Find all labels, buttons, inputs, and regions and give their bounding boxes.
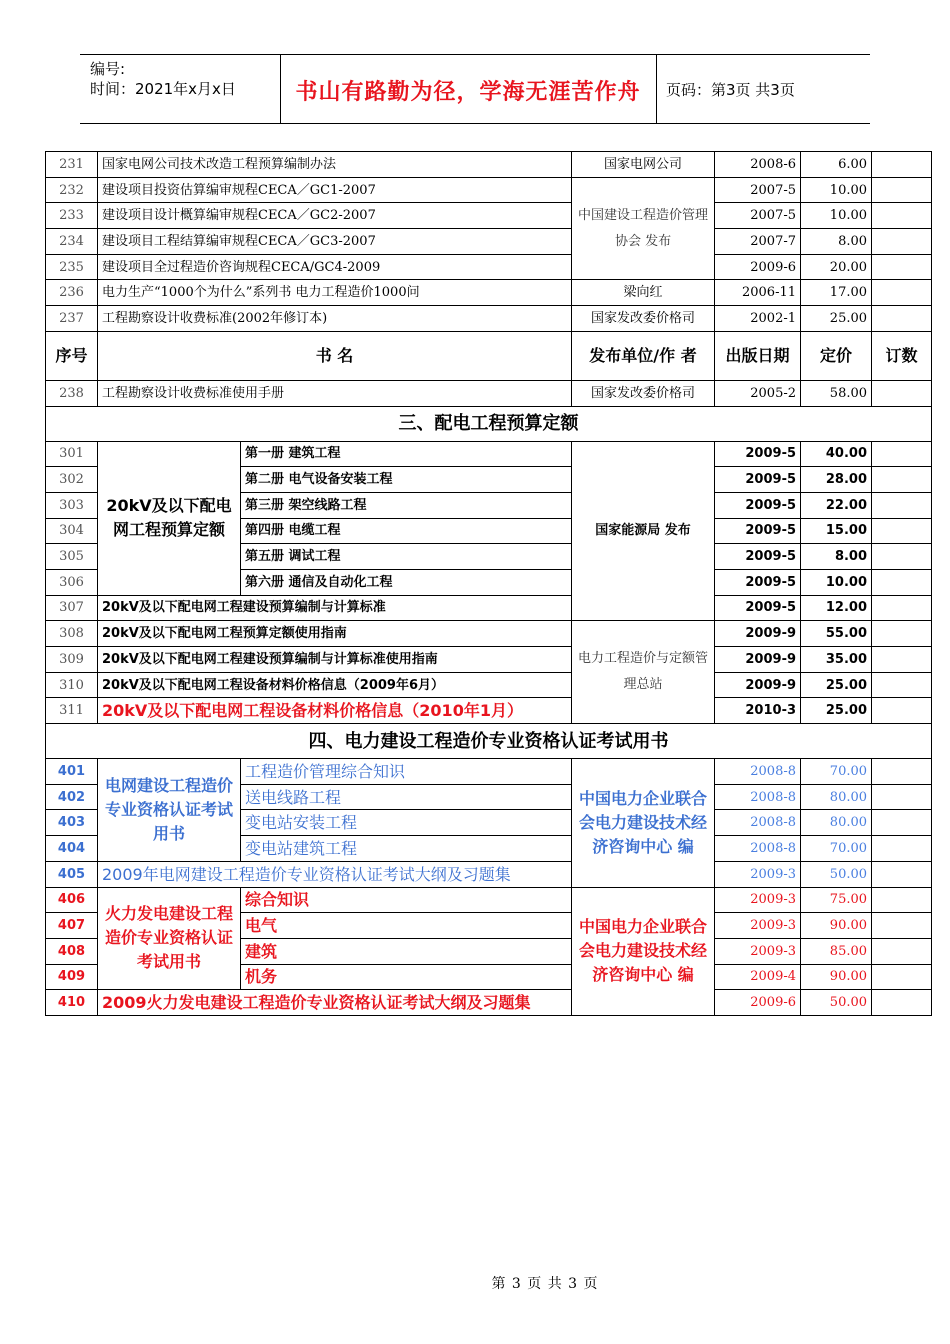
section-title: 三、配电工程预算定额: [46, 406, 932, 441]
row-number: 302: [46, 467, 98, 493]
order-count: [872, 229, 932, 255]
row-number: 238: [46, 380, 98, 406]
row-number: 303: [46, 492, 98, 518]
order-count: [872, 306, 932, 332]
publish-date: 2009-6: [715, 990, 801, 1016]
book-title: 机务: [241, 964, 572, 990]
book-title: 20kV及以下配电网工程建设预算编制与计算标准使用指南: [98, 647, 572, 673]
table-row: [46, 254, 932, 280]
table-row: [46, 698, 932, 724]
book-title: 综合知识: [241, 887, 572, 913]
price: 22.00: [801, 492, 872, 518]
publisher-cell: 电力工程造价与定额管理总站: [572, 621, 715, 724]
page-footer: 第 3 页 共 3 页: [491, 1276, 599, 1292]
price: 70.00: [801, 759, 872, 785]
table-row: [46, 306, 932, 332]
publisher-cell: 中国电力企业联合会电力建设技术经济咨询中心 编: [572, 759, 715, 887]
book-title: 电力生产“1000个为什么”系列书 电力工程造价1000问: [98, 280, 572, 306]
publisher-cell: 国家发改委价格司: [572, 380, 715, 406]
row-number: 408: [46, 938, 98, 964]
header-page-label: 页码：第3页 共3页: [666, 81, 795, 99]
publish-date: 2009-3: [715, 861, 801, 887]
price: 8.00: [801, 229, 872, 255]
order-count: [872, 152, 932, 178]
header-divider: [656, 55, 657, 123]
book-title: 第五册 调试工程: [241, 544, 572, 570]
order-count: [872, 595, 932, 621]
publisher-cell: 国家发改委价格司: [572, 306, 715, 332]
order-count: [872, 203, 932, 229]
header-title: 书 名: [98, 331, 572, 380]
order-count: [872, 177, 932, 203]
book-title: 建设项目设计概算编审规程CECA／GC2-2007: [98, 203, 572, 229]
book-title: 第三册 架空线路工程: [241, 492, 572, 518]
header-date: 出版日期: [715, 331, 801, 380]
table-row: [46, 621, 932, 647]
price: 90.00: [801, 913, 872, 939]
group-label: 20kV及以下配电网工程预算定额: [98, 441, 241, 595]
order-count: [872, 254, 932, 280]
order-count: [872, 810, 932, 836]
header-no: 序号: [46, 331, 98, 380]
price: 50.00: [801, 861, 872, 887]
book-list-table: [45, 151, 932, 1016]
table-row: [46, 861, 932, 887]
price: 55.00: [801, 621, 872, 647]
order-count: [872, 467, 932, 493]
header-meta: [90, 59, 236, 99]
row-number: 409: [46, 964, 98, 990]
price: 58.00: [801, 380, 872, 406]
row-number: 231: [46, 152, 98, 178]
row-number: 309: [46, 647, 98, 673]
order-count: [872, 759, 932, 785]
publish-date: 2008-8: [715, 784, 801, 810]
table-row: [46, 759, 932, 785]
row-number: 232: [46, 177, 98, 203]
row-number: 405: [46, 861, 98, 887]
price: 40.00: [801, 441, 872, 467]
order-count: [872, 964, 932, 990]
price: 20.00: [801, 254, 872, 280]
book-title: 20kV及以下配电网工程预算定额使用指南: [98, 621, 572, 647]
table-row: [46, 441, 932, 467]
table-row: [46, 152, 932, 178]
price: 80.00: [801, 784, 872, 810]
price: 8.00: [801, 544, 872, 570]
row-number: 236: [46, 280, 98, 306]
order-count: [872, 836, 932, 862]
publish-date: 2009-5: [715, 544, 801, 570]
order-count: [872, 492, 932, 518]
publish-date: 2009-5: [715, 569, 801, 595]
price: 10.00: [801, 203, 872, 229]
order-count: [872, 441, 932, 467]
price: 17.00: [801, 280, 872, 306]
price: 85.00: [801, 938, 872, 964]
publish-date: 2009-3: [715, 913, 801, 939]
price: 6.00: [801, 152, 872, 178]
book-title: 2009火力发电建设工程造价专业资格认证考试大纲及习题集: [98, 990, 572, 1016]
publish-date: 2009-4: [715, 964, 801, 990]
book-title: 20kV及以下配电网工程设备材料价格信息（2010年1月）: [98, 698, 572, 724]
section-title: 四、电力建设工程造价专业资格认证考试用书: [46, 724, 932, 759]
row-number: 311: [46, 698, 98, 724]
book-title: 建设项目投资估算编审规程CECA／GC1-2007: [98, 177, 572, 203]
book-title: 工程勘察设计收费标准(2002年修订本): [98, 306, 572, 332]
row-number: 404: [46, 836, 98, 862]
publish-date: 2009-3: [715, 887, 801, 913]
row-number: 234: [46, 229, 98, 255]
publisher-cell: 国家电网公司: [572, 152, 715, 178]
publish-date: 2008-8: [715, 759, 801, 785]
book-title: 第一册 建筑工程: [241, 441, 572, 467]
row-number: 301: [46, 441, 98, 467]
row-number: 406: [46, 887, 98, 913]
order-count: [872, 913, 932, 939]
number-label: 编号:: [90, 60, 126, 78]
publisher-cell: 中国电力企业联合会电力建设技术经济咨询中心 编: [572, 887, 715, 1015]
publish-date: 2007-5: [715, 203, 801, 229]
book-title: 工程造价管理综合知识: [241, 759, 572, 785]
row-number: 305: [46, 544, 98, 570]
price: 15.00: [801, 518, 872, 544]
group-label: 火力发电建设工程造价专业资格认证考试用书: [98, 887, 241, 990]
table-row: [46, 595, 932, 621]
order-count: [872, 698, 932, 724]
publish-date: 2008-6: [715, 152, 801, 178]
publish-date: 2009-5: [715, 467, 801, 493]
book-title: 国家电网公司技术改造工程预算编制办法: [98, 152, 572, 178]
price: 25.00: [801, 306, 872, 332]
publish-date: 2008-8: [715, 836, 801, 862]
table-row: [46, 672, 932, 698]
time-label: 时间：2021年x月x日: [90, 80, 236, 98]
row-number: 304: [46, 518, 98, 544]
price: 10.00: [801, 177, 872, 203]
row-number: 233: [46, 203, 98, 229]
price: 25.00: [801, 672, 872, 698]
order-count: [872, 569, 932, 595]
price: 50.00: [801, 990, 872, 1016]
publish-date: 2009-6: [715, 254, 801, 280]
book-title: 电气: [241, 913, 572, 939]
publish-date: 2009-5: [715, 492, 801, 518]
publish-date: 2009-5: [715, 595, 801, 621]
price: 70.00: [801, 836, 872, 862]
row-number: 403: [46, 810, 98, 836]
price: 90.00: [801, 964, 872, 990]
section-title-row: [46, 406, 932, 441]
section-title-row: [46, 724, 932, 759]
publish-date: 2009-9: [715, 672, 801, 698]
table-row: [46, 280, 932, 306]
publish-date: 2009-9: [715, 621, 801, 647]
book-title: 20kV及以下配电网工程建设预算编制与计算标准: [98, 595, 572, 621]
price: 28.00: [801, 467, 872, 493]
order-count: [872, 672, 932, 698]
publish-date: 2009-5: [715, 518, 801, 544]
row-number: 235: [46, 254, 98, 280]
order-count: [872, 938, 932, 964]
price: 80.00: [801, 810, 872, 836]
order-count: [872, 887, 932, 913]
publish-date: 2009-3: [715, 938, 801, 964]
table-row: [46, 203, 932, 229]
row-number: 307: [46, 595, 98, 621]
table-row: [46, 887, 932, 913]
book-title: 2009年电网建设工程造价专业资格认证考试大纲及习题集: [98, 861, 572, 887]
book-title: 建设项目全过程造价咨询规程CECA/GC4-2009: [98, 254, 572, 280]
book-title: 建筑: [241, 938, 572, 964]
table-header-row: [46, 331, 932, 380]
publish-date: 2002-1: [715, 306, 801, 332]
row-number: 306: [46, 569, 98, 595]
book-title: 工程勘察设计收费标准使用手册: [98, 380, 572, 406]
publish-date: 2006-11: [715, 280, 801, 306]
order-count: [872, 990, 932, 1016]
price: 75.00: [801, 887, 872, 913]
publish-date: 2009-5: [715, 441, 801, 467]
header-motto: 书山有路勤为径，学海无涯苦作舟: [295, 80, 641, 105]
book-title: 送电线路工程: [241, 784, 572, 810]
book-title: 第四册 电缆工程: [241, 518, 572, 544]
header-price: 定价: [801, 331, 872, 380]
book-title: 变电站安装工程: [241, 810, 572, 836]
book-title: 变电站建筑工程: [241, 836, 572, 862]
row-number: 407: [46, 913, 98, 939]
table-row: [46, 990, 932, 1016]
row-number: 237: [46, 306, 98, 332]
publisher-cell: 中国建设工程造价管理协会 发布: [572, 177, 715, 280]
header-publisher: 发布单位/作 者: [572, 331, 715, 380]
publish-date: 2010-3: [715, 698, 801, 724]
publisher-cell: 梁向红: [572, 280, 715, 306]
order-count: [872, 861, 932, 887]
book-title: 建设项目工程结算编审规程CECA／GC3-2007: [98, 229, 572, 255]
publish-date: 2007-7: [715, 229, 801, 255]
order-count: [872, 280, 932, 306]
row-number: 308: [46, 621, 98, 647]
header-order: 订数: [872, 331, 932, 380]
row-number: 310: [46, 672, 98, 698]
publish-date: 2008-8: [715, 810, 801, 836]
order-count: [872, 380, 932, 406]
publish-date: 2005-2: [715, 380, 801, 406]
page-header: [80, 54, 870, 124]
order-count: [872, 518, 932, 544]
table-row: [46, 177, 932, 203]
order-count: [872, 784, 932, 810]
table-row: [46, 229, 932, 255]
table-row: [46, 647, 932, 673]
book-title: 第六册 通信及自动化工程: [241, 569, 572, 595]
publisher-cell: 国家能源局 发布: [572, 441, 715, 621]
book-title: 第二册 电气设备安装工程: [241, 467, 572, 493]
publish-date: 2007-5: [715, 177, 801, 203]
row-number: 410: [46, 990, 98, 1016]
publish-date: 2009-9: [715, 647, 801, 673]
price: 35.00: [801, 647, 872, 673]
row-number: 401: [46, 759, 98, 785]
table-row: [46, 380, 932, 406]
price: 25.00: [801, 698, 872, 724]
order-count: [872, 544, 932, 570]
group-label: 电网建设工程造价专业资格认证考试用书: [98, 759, 241, 862]
order-count: [872, 621, 932, 647]
row-number: 402: [46, 784, 98, 810]
price: 12.00: [801, 595, 872, 621]
order-count: [872, 647, 932, 673]
book-title: 20kV及以下配电网工程设备材料价格信息（2009年6月）: [98, 672, 572, 698]
price: 10.00: [801, 569, 872, 595]
